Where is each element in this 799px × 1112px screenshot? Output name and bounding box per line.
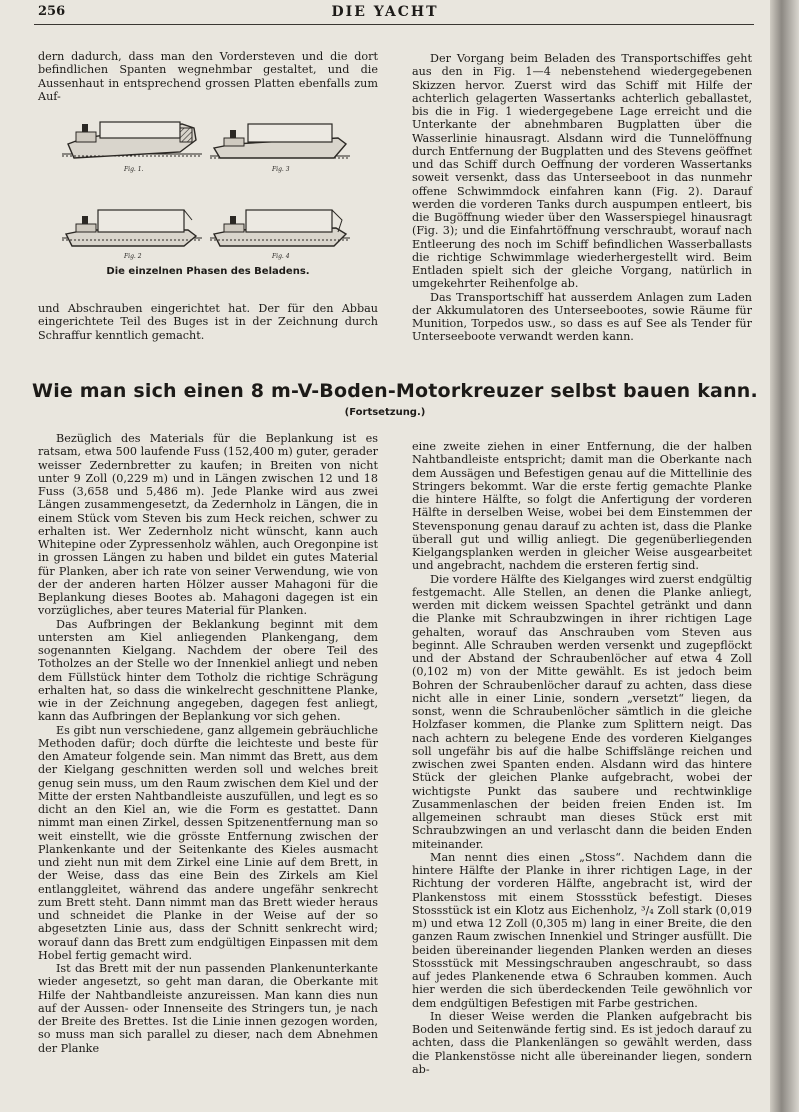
article-subtitle: (Fortsetzung.) [344, 407, 426, 418]
page-number: 256 [38, 4, 66, 19]
header-rule [34, 24, 754, 25]
figure-label: Fig. 3 [272, 166, 290, 173]
paragraph: Die vordere Hälfte des Kielganges wird zuerst endgültig festgemacht. Alle Stellen, an denen die Planke anliegt, werden mit dickem weissen Spachtel getränkt und dann die Planke mit Schraubzwingen in ihrer richtigen Lage gehalten, worauf das Anschrauben vom Steven aus beginnt. Alle Schrauben werden versenkt und zugepflöckt und der Abstand der Schraubenlöcher auf etwa 4 Zoll (0,102 m) von der Mitte gewählt. Es ist jedoch beim Bohren der Schraubenlöcher darauf zu achten, dass diese nicht alle in einer Linie, sondern „versetzt“ liegen, da sonst, wenn die Schraubenlöcher sämtlich in die gleiche Holzfaser kommen, die Planke zum Splittern neigt. Das nach achtern zu belegene Ende des vorderen Kielganges soll ungefähr bis auf die halbe Schiffslänge reichen und zwischen zwei Spanten enden. Alsdann wird das hintere Stück der gleichen Planke aufgebracht, wobei der wichtigste Punkt das saubere und rechtwinklige Zusammenlaschen der beiden freien Enden ist. Im allgemeinen schraubt man dieses Stück erst mit Schraubzwingen an und verlascht dann die beiden Enden miteinander. [412, 572, 752, 851]
bottom-right-column [412, 440, 752, 1076]
paragraph: und Abschrauben eingerichtet hat. Der für den Abbau eingerichtete Teil des Buges ist in der Zeichnung durch Schraffur kenntlich gemacht. [38, 302, 378, 342]
ship-sketch-fig4 [210, 210, 350, 246]
article-title: Wie man sich einen 8 m-V-Boden-Motorkreuzer selbst bauen kann. [32, 380, 758, 402]
loading-phases-figure [60, 112, 350, 272]
ship-sketch-fig3 [210, 124, 350, 158]
paragraph: Ist das Brett mit der nun passenden Plankenunterkante wieder angesetzt, so geht man daran, die Oberkante mit Hilfe der Nahtbandleiste anzureissen. Man kann dies nun auf der Aussen- oder Innenseite des Stringers tun, je nach der Breite des Brettes. Ist die Linie innen gezogen worden, so muss man sich parallel zu dieser, nach dem Abnehmen der Planke [38, 962, 378, 1055]
figure-label: Fig. 2 [124, 253, 142, 260]
running-title: DIE YACHT [331, 4, 439, 20]
paragraph: dern dadurch, dass man den Vordersteven und die dort befindlichen Spanten wegnehmbar gestaltet, und die Aussenhaut in entsprechend grossen Platten ebenfalls zum Auf- [38, 50, 378, 103]
paragraph: In dieser Weise werden die Planken aufgebracht bis Boden und Seitenwände fertig sind. Es ist jedoch darauf zu achten, dass die Plankenlängen so gewählt werden, dass die Plankenstösse nicht alle übereinander liegen, sondern ab- [412, 1009, 752, 1076]
figure-caption: Die einzelnen Phasen des Beladens. [106, 266, 310, 277]
top-left-column [38, 50, 378, 103]
top-right-column [412, 52, 752, 344]
ship-sketch-fig2 [62, 210, 202, 246]
paragraph: Der Vorgang beim Beladen des Transportschiffes geht aus den in Fig. 1—4 nebenstehend wiedergegebenen Skizzen hervor. Zuerst wird das Schiff mit Hilfe der achterlich gelagerten Wassertanks achterlich geballastet, bis die in Fig. 1 wiedergegebene Lage erreicht und die Unterkante der abnehmbaren Bugplatten über die Wasserlinie hinausragt. Alsdann wird die Tunnelöffnung durch Entfernung der Bugplatten und des Stevens geöffnet und das Schiff durch Oeffnung der vorderen Wassertanks soweit versenkt, dass das Unterseeboot in das nunmehr offene Schwimmdock einfahren kann (Fig. 2). Darauf werden die vorderen Tanks durch auspumpen entleert, bis die Bugöffnung wieder über den Wasserspiegel hinausragt (Fig. 3); und die Einfahrtöffnung verschraubt, worauf nach Entleerung des noch im Schiff befindlichen Wasserballasts die richtige Schwimmlage wiederhergestellt wird. Beim Entladen spielt sich der gleiche Vorgang, natürlich in umgekehrter Reihenfolge ab. [412, 52, 752, 291]
paragraph: Das Transportschiff hat ausserdem Anlagen zum Laden der Akkumulatoren des Unterseebootes, sowie Räume für Munition, Torpedos usw., so dass es auf See als Tender für Unterseeboote verwandt werden kann. [412, 290, 752, 344]
paragraph: Es gibt nun verschiedene, ganz allgemein gebräuchliche Methoden dafür; doch dürfte die leichteste und beste für den Amateur folgende sein. Man nimmt das Brett, aus dem der Kielgang geschnitten werden soll und welches breit genug sein muss, um den Raum zwischen dem Kiel und der Mitte der ersten Nahtbandleiste auszufüllen, und legt es so dicht an den Kiel an, wie die Form es gestattet. Dann nimmt man einen Zirkel, dessen Spitzenentfernung man so weit einstellt, wie die grösste Entfernung zwischen der Plankenkante und der Seitenkante des Kieles ausmacht und zieht nun mit dem Zirkel eine Linie auf dem Brett, in der Weise, dass das eine Bein des Zirkels am Kiel entlanggleitet, während das andere ungefähr senkrecht zum Brett steht. Dann nimmt man das Brett wieder heraus und schneidet die Planke in der Weise auf der so abgesetzten Linie aus, dass der Schnitt senkrecht wird; worauf dann das Brett zum endgültigen Einpassen mit dem Hobel fertig gemacht wird. [38, 723, 378, 962]
bottom-left-column [38, 432, 378, 1055]
paragraph: Bezüglich des Materials für die Beplankung ist es ratsam, etwa 500 laufende Fuss (152,400 m) guter, gerader weisser Zedernbretter zu kaufen; in Breiten von nicht unter 9 Zoll (0,229 m) und in Längen zwischen 12 und 18 Fuss (3,658 und 5,486 m). Jede Planke wird aus zwei Längen zusammengesetzt, da Zedernholz in Längen, die in einem Stück vom Steven bis zum Heck reichen, schwer zu erhalten ist. Wer Zedernholz nicht wünscht, kann auch Whitepine oder Zypressenholz wählen, auch Oregonpine ist in grossen Längen zu haben und bildet ein gutes Material für Planken, aber ich rate von seiner Verwendung, wie von der der anderen harten Hölzer ausser Mahagoni für die Beplankung dieses Bootes ab. Mahagoni dagegen ist ein vorzügliches, aber teures Material für Planken. [38, 432, 378, 618]
figure-label: Fig. 1. [124, 166, 144, 173]
paragraph: Man nennt dies einen „Stoss“. Nachdem dann die hintere Hälfte der Planke in ihrer richtigen Lage, in der Richtung der vorderen Hälfte, angebracht ist, wird der Plankenstoss mit einem Stossstück befestigt. Dieses Stossstück ist ein Klotz aus Eichenholz, ³/₄ Zoll stark (0,019 m) und etwa 12 Zoll (0,305 m) lang in einer Breite, die den ganzen Raum zwischen Innenkiel und Stringer ausfüllt. Die beiden übereinander liegenden Planken werden an dieses Stossstück mit Messingschrauben angeschraubt, so dass auf jedes Plankenende etwa 6 Schrauben kommen. Auch hier werden die sich überdeckenden Teile gewöhnlich vor dem endgültigen Befestigen mit Farbe gestrichen. [412, 850, 752, 1010]
ship-sketch-fig1 [62, 122, 202, 158]
paragraph: eine zweite ziehen in einer Entfernung, die der halben Nahtbandleiste entspricht; damit man die Oberkante nach dem Aussägen und Befestigen genau auf die Mittellinie des Stringers bekommt. War die erste fertig gemachte Planke die hintere Hälfte, so folgt die Anfertigung der vorderen Hälfte in derselben Weise, wobei bei dem Einstemmen der Stevensponung genau darauf zu achten ist, dass die Planke überall gut und willig anliegt. Die gegenüberliegenden Kielgangsplanken werden in gleicher Weise ausgearbeitet und angebracht, nachdem die ersteren fertig sind. [412, 440, 752, 573]
ship-sketches [60, 112, 350, 262]
paragraph: Das Aufbringen der Beklankung beginnt mit dem untersten am Kiel anliegenden Plankengang, dem sogenannten Kielgang. Nachdem der obere Teil des Totholzes an der Stelle wo der Innenkiel anliegt und neben dem Füllstück hinter dem Totholz die richtige Schrägung erhalten hat, so dass die winkelrecht geschnittene Planke, wie in der Zeichnung angegeben, dagegen fest anliegt, kann das Aufbringen der Beplankung vor sich gehen. [38, 617, 378, 724]
top-left-column-continued [38, 302, 378, 342]
page-edge [770, 0, 799, 1112]
figure-label: Fig. 4 [272, 253, 290, 260]
